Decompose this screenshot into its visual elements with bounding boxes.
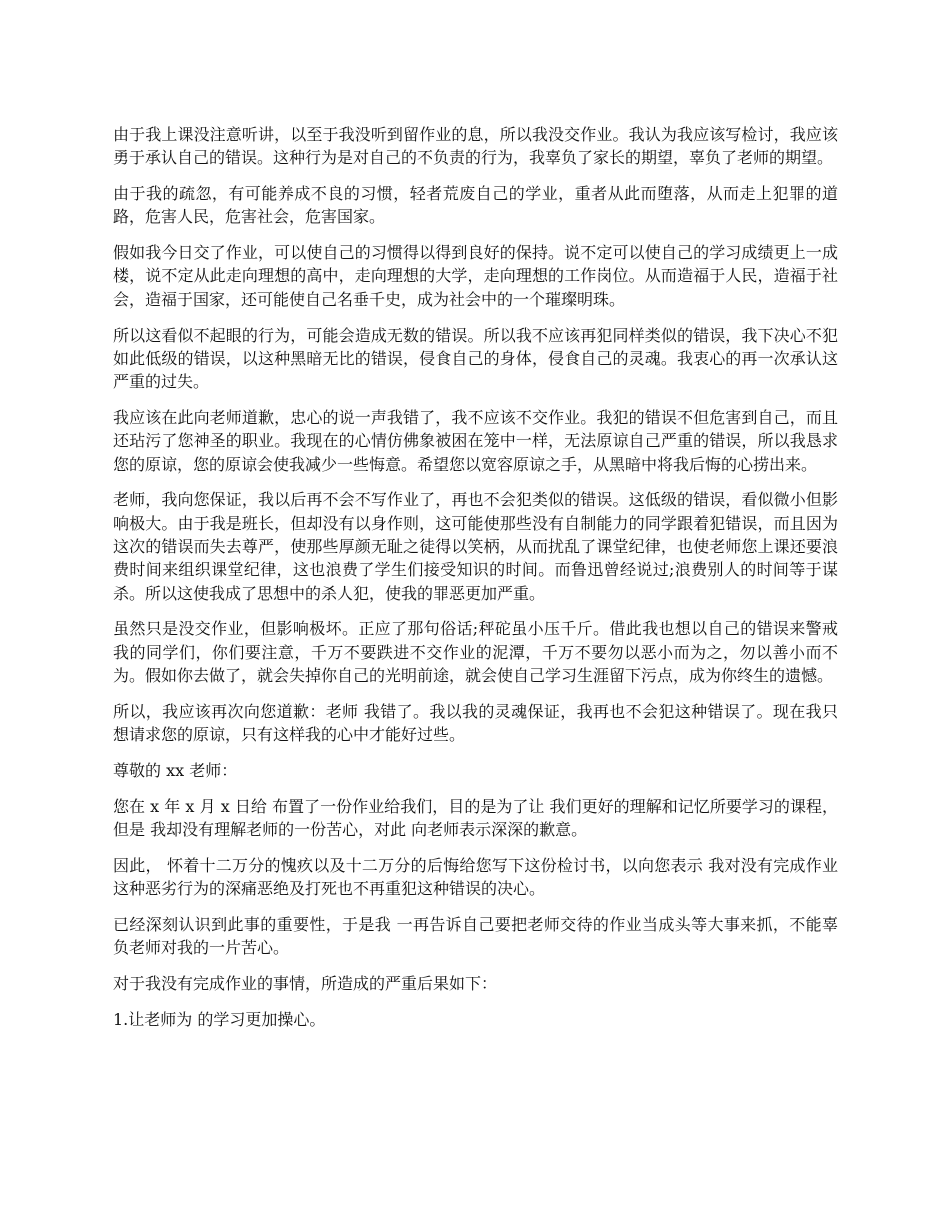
paragraph-5: 我应该在此向老师道歉，忠心的说一声我错了，我不应该不交作业。我犯的错误不但危害到自己，而且还玷污了您神圣的职业。我现在的心情仿佛象被困在笼中一样，无法原谅自己严重的错误，所以我恳求您的原谅，您的原谅会使我减少一些悔意。希望您以宽容原谅之手，从黑暗中将我后悔的心捞出来。 (113, 407, 838, 474)
paragraph-11: 因此， 怀着十二万分的愧疚以及十二万分的后悔给您写下这份检讨书，以向您表示 我对没有完成作业这种恶劣行为的深痛恶绝及打死也不再重犯这种错误的决心。 (113, 855, 838, 899)
paragraph-2: 由于我的疏忽，有可能养成不良的习惯，轻者荒废自己的学业，重者从此而堕落，从而走上犯罪的道路，危害人民，危害社会，危害国家。 (113, 184, 838, 227)
paragraph-3: 假如我今日交了作业，可以使自己的习惯得以得到良好的保持。说不定可以使自己的学习成绩更上一成楼，说不定从此走向理想的高中，走向理想的大学，走向理想的工作岗位。从而造福于人民，造福于社会，造福于国家，还可能使自己名垂千史，成为社会中的一个璀璨明珠。 (113, 243, 838, 309)
list-item-1: 1.让老师为 的学习更加操心。 (113, 1009, 326, 1029)
paragraph-10: 您在 x 年 x 月 x 日给 布置了一份作业给我们，目的是为了让 我们更好的理解和记忆所要学习的课程，但是 我却没有理解老师的一份苦心，对此 向老师表示深深的歉意。 (113, 796, 838, 839)
paragraph-6: 老师，我向您保证，我以后再不会不写作业了，再也不会犯类似的错误。这低级的错误，看似微小但影响极大。由于我是班长，但却没有以身作则，这可能使那些没有自制能力的同学跟着犯错误，而且因为这次的错误而失去尊严，使那些厚颜无耻之徒得以笑柄，从而扰乱了课堂纪律，也使老师您上课还要浪费时间来组织课堂纪律，这也浪费了学生们接受知识的时间。而鲁迅曾经说过;浪费别人的时间等于谋杀。所以这使我成了思想中的杀人犯，使我的罪恶更加严重。 (113, 490, 838, 603)
paragraph-7: 虽然只是没交作业，但影响极坏。正应了那句俗话;秤砣虽小压千斤。借此我也想以自己的错误来警戒我的同学们，你们要注意，千万不要跌进不交作业的泥潭，千万不要勿以恶小而为之，勿以善小而不为。假如你去做了，就会失掉你自己的光明前途，就会使自己学习生涯留下污点，成为你终生的遗憾。 (113, 619, 838, 685)
paragraph-4: 所以这看似不起眼的行为，可能会造成无数的错误。所以我不应该再犯同样类似的错误，我下决心不犯如此低级的错误，以这种黑暗无比的错误，侵食自己的身体，侵食自己的灵魂。我衷心的再一次承认这严重的过失。 (113, 325, 838, 392)
paragraph-12: 已经深刻认识到此事的重要性，于是我 一再告诉自己要把老师交待的作业当成头等大事来抓，不能辜负老师对我的一片苦心。 (113, 914, 838, 958)
paragraph-8: 所以，我应该再次向您道歉：老师 我错了。我以我的灵魂保证，我再也不会犯这种错误了。现在我只想请求您的原谅，只有这样我的心中才能好过些。 (113, 701, 838, 745)
document-body (113, 123, 838, 1044)
salutation: 尊敬的 xx 老师： (113, 760, 238, 780)
paragraph-1: 由于我上课没注意听讲，以至于我没听到留作业的息，所以我没交作业。我认为我应该写检讨，我应该勇于承认自己的错误。这种行为是对自己的不负责的行为，我辜负了家长的期望，辜负了老师的期望。 (113, 125, 838, 168)
paragraph-13: 对于我没有完成作业的事情，所造成的严重后果如下： (113, 973, 498, 993)
